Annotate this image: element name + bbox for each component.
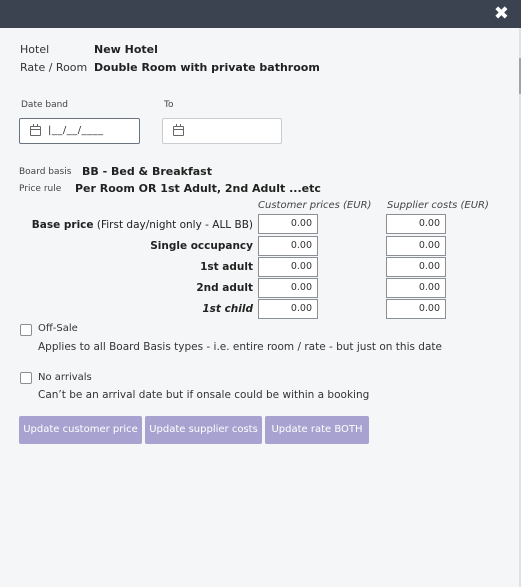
rate-value: Double Room with private bathroom bbox=[94, 61, 320, 74]
single-occupancy-supplier-input[interactable]: 0.00 bbox=[386, 236, 446, 256]
board-basis-value: BB - Bed & Breakfast bbox=[82, 165, 212, 178]
second-adult-customer-input[interactable]: 0.00 bbox=[258, 278, 318, 298]
no-arrivals-help: Can’t be an arrival date but if onsale could be within a booking bbox=[38, 389, 370, 401]
first-child-customer-input[interactable]: 0.00 bbox=[258, 299, 318, 319]
single-occupancy-customer-input[interactable]: 0.00 bbox=[258, 236, 318, 256]
update-supplier-costs-button[interactable]: Update supplier costs bbox=[145, 416, 262, 444]
update-rate-both-button[interactable]: Update rate BOTH bbox=[265, 416, 369, 444]
base-price-label: Base price (First day/night only - ALL BB) bbox=[31, 219, 253, 231]
date-from-value: |__/__/____ bbox=[48, 125, 104, 136]
date-from-input[interactable] bbox=[19, 118, 140, 144]
offsale-checkbox[interactable] bbox=[20, 324, 32, 336]
price-rule-value: Per Room OR 1st Adult, 2nd Adult ...etc bbox=[75, 182, 321, 195]
date-from-label: Date band bbox=[21, 100, 69, 110]
base-price-supplier-input[interactable]: 0.00 bbox=[386, 214, 446, 234]
first-child-label: 1st child bbox=[202, 303, 253, 315]
no-arrivals-checkbox[interactable] bbox=[20, 372, 32, 384]
customer-prices-header: Customer prices (EUR) bbox=[258, 200, 372, 211]
date-to-label: To bbox=[164, 100, 174, 110]
close-icon[interactable]: ✖ bbox=[493, 3, 509, 24]
update-customer-price-button[interactable]: Update customer price bbox=[19, 416, 142, 444]
supplier-costs-header: Supplier costs (EUR) bbox=[387, 200, 489, 211]
single-occupancy-label: Single occupancy bbox=[150, 240, 253, 252]
first-child-supplier-input[interactable]: 0.00 bbox=[386, 299, 446, 319]
first-adult-supplier-input[interactable]: 0.00 bbox=[386, 257, 446, 277]
calendar-icon bbox=[30, 126, 41, 136]
no-arrivals-label: No arrivals bbox=[38, 372, 92, 383]
second-adult-supplier-input[interactable]: 0.00 bbox=[386, 278, 446, 298]
second-adult-label: 2nd adult bbox=[196, 282, 253, 294]
dialog-header bbox=[0, 0, 521, 28]
offsale-label: Off-Sale bbox=[38, 323, 78, 334]
price-rule-label: Price rule bbox=[19, 184, 62, 194]
base-price-customer-input[interactable]: 0.00 bbox=[258, 214, 318, 234]
offsale-help: Applies to all Board Basis types - i.e. entire room / rate - but just on this date bbox=[38, 341, 442, 353]
board-basis-label: Board basis bbox=[19, 167, 72, 177]
rate-label: Rate / Room bbox=[20, 61, 88, 74]
hotel-value: New Hotel bbox=[94, 43, 158, 56]
first-adult-label: 1st adult bbox=[200, 261, 253, 273]
first-adult-customer-input[interactable]: 0.00 bbox=[258, 257, 318, 277]
hotel-label: Hotel bbox=[20, 43, 50, 56]
calendar-icon bbox=[173, 126, 184, 136]
date-to-input[interactable] bbox=[162, 118, 282, 144]
